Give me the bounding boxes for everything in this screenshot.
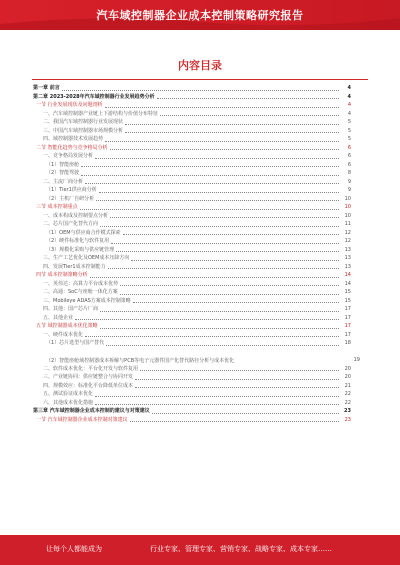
toc-entry-title: （3）规模化采购与供应链管理 <box>46 246 115 253</box>
toc-leader-dots <box>105 140 339 142</box>
toc-leader-dots <box>85 335 339 337</box>
toc-leader-dots <box>157 97 339 99</box>
toc-entry-page: 10 <box>344 204 351 210</box>
toc-entry-page: 17 <box>344 314 351 321</box>
toc-leader-dots <box>80 208 339 210</box>
toc-entry-page: 23 <box>344 408 351 414</box>
toc-entry[interactable] <box>33 144 351 153</box>
toc-leader-dots <box>81 174 339 176</box>
toc-entry[interactable] <box>33 118 351 127</box>
toc-entry-title: 一节 行业发展现状及问题剖析 <box>36 102 103 108</box>
toc-entry[interactable] <box>33 229 351 238</box>
toc-entry-title: 第三章 汽车域控制器企业成本控制的建议与对策建议 <box>33 408 150 414</box>
toc-leader-dots <box>111 242 339 244</box>
toc-leader-dots <box>100 310 339 312</box>
toc-entry[interactable] <box>33 212 351 221</box>
toc-entry-title: 四、域控制器技术发展趋势 <box>43 136 104 142</box>
table-of-contents <box>33 84 360 424</box>
toc-entry-title: （1）Tier1供应商分析 <box>46 187 97 193</box>
toc-leader-dots <box>130 420 339 422</box>
toc-entry[interactable] <box>33 271 351 280</box>
page-header <box>0 0 400 30</box>
toc-entry-page: 6 <box>347 161 351 168</box>
toc-leader-dots <box>110 148 339 150</box>
toc-entry[interactable] <box>33 186 351 195</box>
toc-entry-page: 14 <box>344 280 351 287</box>
toc-divider <box>32 79 368 80</box>
toc-entry[interactable] <box>33 127 351 136</box>
toc-entry-page: 17 <box>344 331 351 338</box>
toc-entry-title: 第一章 前言 <box>33 85 60 91</box>
toc-entry[interactable] <box>33 297 351 306</box>
toc-entry-title: 第二章 2023-2028年汽车域控制器行业发展趋势分析 <box>33 93 155 100</box>
toc-entry[interactable] <box>33 322 351 331</box>
toc-entry-page: 4 <box>347 93 351 100</box>
toc-entry-title: 一、竞争格局发展分析 <box>43 153 94 159</box>
toc-entry-page: 18 <box>344 340 351 346</box>
toc-entry-title: 三、Mobileye ADAS方案成本控制策略 <box>43 297 131 304</box>
toc-entry[interactable] <box>33 135 351 144</box>
toc-entry-page: 8 <box>347 170 351 176</box>
toc-leader-dots <box>90 276 339 278</box>
toc-entry-title: 二节 智能化趋势与竞争格局分析 <box>36 144 108 151</box>
toc-leader-dots <box>62 89 339 91</box>
toc-entry[interactable] <box>33 169 351 178</box>
toc-leader-dots <box>120 284 339 286</box>
toc-entry-page: 5 <box>347 127 351 134</box>
toc-entry-title: （1）OEM与供应商合作模式探索 <box>46 229 121 236</box>
toc-leader-dots <box>152 412 339 414</box>
toc-entry[interactable] <box>33 390 351 399</box>
toc-leader-dots <box>95 395 339 397</box>
toc-entry-title: 四节 成本控制策略分析 <box>36 272 88 278</box>
toc-entry-title: 一、成本构成及控制要点分析 <box>43 212 109 219</box>
toc-leader-dots <box>125 123 339 125</box>
toc-entry-page: 12 <box>344 229 351 236</box>
toc-entry-page: 6 <box>347 144 351 151</box>
toc-entry-title: 五节 域控制器成本优化策略 <box>36 323 98 329</box>
toc-entry-title: 二、主流厂商分析 <box>43 178 84 185</box>
toc-entry-page: 11 <box>344 221 351 227</box>
toc-heading: 内容目录 <box>178 59 222 72</box>
toc-leader-dots <box>100 327 339 329</box>
footer-tagline: 行业专家、管理专家、营销专家、战略专家、成本专家…… <box>150 545 332 553</box>
toc-entry-title: （2）智能座舱域控制器成本拆解与PCB等电子元器件国产化替代路径分析与成本优化 <box>46 357 235 364</box>
toc-entry[interactable] <box>33 314 351 323</box>
toc-entry-title: 五、其他企业 <box>43 314 74 321</box>
toc-entry-page: 10 <box>344 195 351 202</box>
toc-leader-dots <box>106 344 339 346</box>
toc-entry-title: 三、生产工艺优化及OEM成本压降方向 <box>43 255 130 261</box>
toc-entry-title: （2）主机厂自研分析 <box>46 195 95 202</box>
toc-entry[interactable] <box>33 101 351 110</box>
toc-entry-page: 6 <box>347 153 351 159</box>
toc-leader-dots <box>131 259 339 261</box>
toc-entry[interactable] <box>33 152 351 161</box>
toc-entry[interactable] <box>33 161 351 170</box>
toc-entry-title: 二、高通：SoC与座舱一体化方案 <box>43 289 118 295</box>
toc-leader-dots <box>125 131 339 133</box>
toc-entry-page: 15 <box>344 297 351 304</box>
toc-leader-dots <box>95 403 339 405</box>
toc-entry[interactable] <box>33 288 351 297</box>
toc-entry[interactable] <box>33 339 351 348</box>
toc-entry-page: 13 <box>344 263 351 270</box>
toc-leader-dots <box>160 114 339 116</box>
toc-entry-title: （1）芯片选型与国产替代 <box>46 340 105 346</box>
toc-entry-page: 5 <box>347 119 351 125</box>
toc-entry-title: 四、发展Tier1成本控制能力 <box>43 263 106 270</box>
footer-slogan: 让每个人都能成为 <box>46 545 102 553</box>
toc-entry[interactable] <box>33 254 351 263</box>
toc-entry-page: 5 <box>347 136 351 142</box>
toc-entry-page: 22 <box>344 399 351 406</box>
toc-entry-page: 4 <box>347 102 351 108</box>
toc-leader-dots <box>140 369 339 371</box>
toc-entry[interactable] <box>33 178 351 187</box>
toc-entry[interactable] <box>33 416 351 425</box>
toc-entry[interactable] <box>33 220 351 229</box>
page-footer <box>0 535 400 565</box>
toc-entry-title: 二、芯片国产化替代方向 <box>43 221 99 227</box>
report-title: 汽车域控制器企业成本控制策略研究报告 <box>96 9 304 22</box>
toc-entry-title: （2）智能驾驶 <box>46 170 80 176</box>
toc-leader-dots <box>96 199 339 201</box>
toc-entry[interactable] <box>33 280 351 289</box>
toc-entry-page: 13 <box>344 246 351 253</box>
toc-entry-title: 一、英伟达：高算力平台成本优势 <box>43 280 119 287</box>
toc-leader-dots <box>135 386 339 388</box>
toc-entry[interactable] <box>33 110 351 119</box>
toc-entry-page: 23 <box>344 416 351 423</box>
toc-leader-dots <box>99 191 339 193</box>
toc-entry-title: 二、我国汽车域控制器行业发展现状 <box>43 119 124 125</box>
toc-leader-dots <box>108 267 339 269</box>
toc-entry-page: 12 <box>344 238 351 244</box>
toc-leader-dots <box>85 182 339 184</box>
toc-entry-page: 9 <box>347 178 351 185</box>
toc-entry-page: 17 <box>344 323 351 329</box>
toc-entry-title: 一节 汽车域控制器企业成本控制对策建议 <box>36 416 128 423</box>
toc-entry-page: 4 <box>347 85 351 91</box>
toc-entry-title: 三、产业链协同：供应链整合与协同开发 <box>43 374 134 380</box>
toc-entry-title: 三、中国汽车域控制器市场规模分析 <box>43 127 124 134</box>
toc-entry-title: 一、汽车域控制器产业链上下游结构与价值分布特征 <box>43 110 159 117</box>
toc-entry[interactable] <box>33 382 351 391</box>
toc-leader-dots <box>123 233 339 235</box>
toc-entry-page: 13 <box>344 255 351 261</box>
toc-entry[interactable] <box>33 399 351 408</box>
toc-leader-dots <box>135 378 339 380</box>
toc-entry-title: 三节 成本控制重点 <box>36 204 78 210</box>
toc-leader-dots <box>133 301 339 303</box>
toc-entry[interactable] <box>33 348 360 365</box>
toc-entry-page: 14 <box>344 272 351 278</box>
toc-entry-page: 4 <box>347 110 351 117</box>
toc-entry[interactable] <box>33 84 351 93</box>
toc-entry[interactable] <box>33 203 351 212</box>
toc-entry-page: 10 <box>344 212 351 219</box>
toc-entry-page: 21 <box>344 382 351 389</box>
toc-entry-page: 9 <box>347 187 351 193</box>
toc-leader-dots <box>110 216 339 218</box>
toc-entry-page: 17 <box>344 306 351 312</box>
toc-entry-title: 六、其他成本优化措施 <box>43 399 94 406</box>
toc-entry-page: 20 <box>344 374 351 380</box>
toc-leader-dots <box>120 293 339 295</box>
toc-entry[interactable] <box>33 305 351 314</box>
toc-entry[interactable] <box>33 331 351 340</box>
toc-entry[interactable] <box>33 373 351 382</box>
toc-entry-title: 四、规模效应：标准化平台降低单位成本 <box>43 382 134 389</box>
toc-entry-page: 20 <box>344 365 351 372</box>
toc-entry[interactable] <box>33 237 351 246</box>
toc-leader-dots <box>75 318 339 320</box>
toc-entry[interactable] <box>33 93 351 102</box>
toc-leader-dots <box>100 225 339 227</box>
toc-entry-page: 22 <box>344 391 351 397</box>
toc-entry-page: 19 <box>353 357 360 363</box>
toc-entry-title: 五、测试验证成本优化 <box>43 391 94 397</box>
toc-entry[interactable] <box>33 365 351 374</box>
toc-entry[interactable] <box>33 246 351 255</box>
toc-entry-page: 15 <box>344 289 351 295</box>
toc-leader-dots <box>95 157 339 159</box>
toc-entry[interactable] <box>33 407 351 416</box>
toc-entry-title: 四、其他：国产芯片厂商 <box>43 306 99 312</box>
toc-entry-title: 一、硬件成本优化 <box>43 331 84 338</box>
toc-entry[interactable] <box>33 263 351 272</box>
toc-entry[interactable] <box>33 195 351 204</box>
toc-entry-title: （1）智能座舱 <box>46 161 80 168</box>
toc-entry-title: 二、软件成本优化：平台化开发与软件复用 <box>43 365 139 372</box>
toc-leader-dots <box>105 106 339 108</box>
toc-entry-title: （2）硬件标准化与软件复用 <box>46 238 110 244</box>
toc-leader-dots <box>81 165 339 167</box>
toc-leader-dots <box>116 250 339 252</box>
